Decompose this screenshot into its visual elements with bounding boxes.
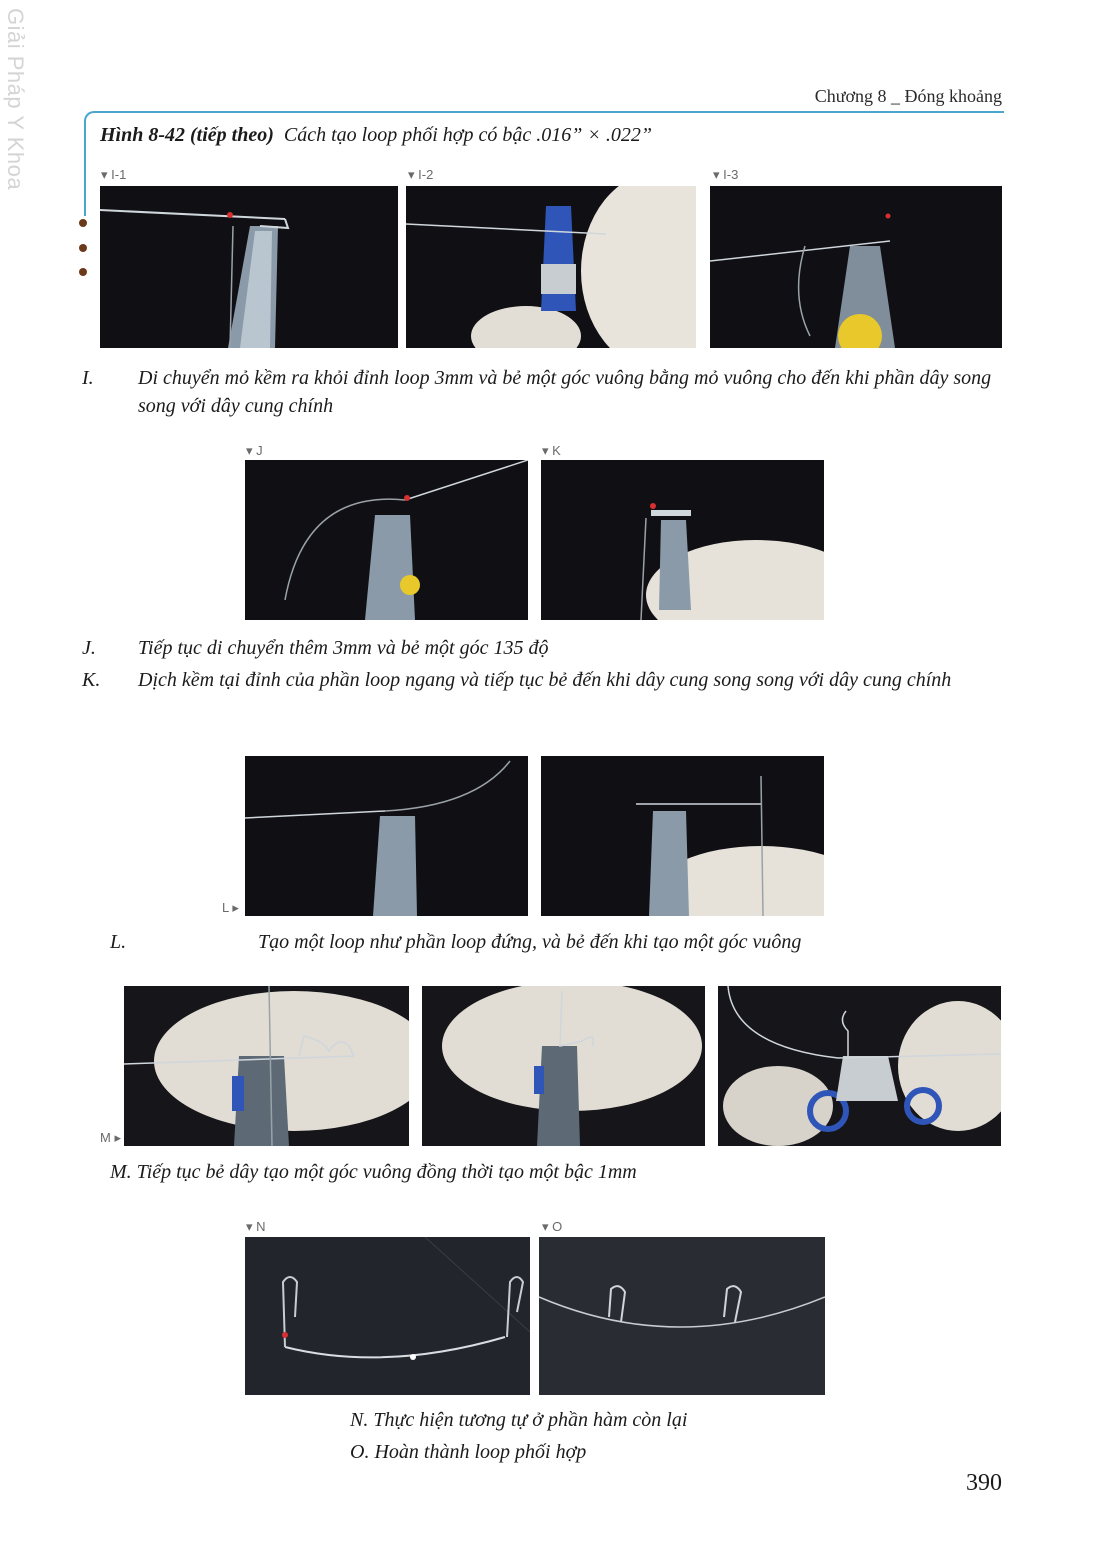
panel-label-l: L ▸ bbox=[222, 900, 239, 915]
photo-m1 bbox=[124, 986, 409, 1146]
caption-o bbox=[350, 1438, 1002, 1466]
bullet-dot bbox=[79, 219, 87, 227]
panel-label-o: ▾ O bbox=[542, 1219, 563, 1234]
caption-i bbox=[82, 364, 1030, 420]
photo-m3 bbox=[718, 986, 1001, 1146]
chapter-header: Chương 8 _ Đóng khoảng bbox=[814, 86, 1002, 106]
panel-label-j: ▾ J bbox=[246, 443, 263, 458]
panel-label-i1: ▾ I-1 bbox=[101, 167, 127, 182]
photo-m2 bbox=[422, 986, 705, 1146]
panel-label-m: M ▸ bbox=[100, 1130, 121, 1145]
panel-label-k: ▾ K bbox=[542, 443, 561, 458]
caption-k-text: Dịch kềm tại đỉnh của phần loop ngang và tiếp tục bẻ đến khi dây cung song song với dây cung chính bbox=[138, 669, 952, 691]
caption-k bbox=[82, 666, 1030, 694]
caption-i-text: Di chuyển mỏ kềm ra khỏi đỉnh loop 3mm và bẻ một góc vuông bằng mỏ vuông cho đến khi phần dây song song với dây cung chính bbox=[138, 367, 992, 417]
caption-j bbox=[82, 634, 1030, 662]
bullet-dot bbox=[79, 244, 87, 252]
photo-i3 bbox=[710, 186, 1002, 348]
photo-i2 bbox=[406, 186, 696, 348]
figure-title-text: Cách tạo loop phối hợp có bậc .016” × .022” bbox=[283, 124, 652, 146]
header-corner bbox=[84, 111, 100, 125]
photo-k bbox=[541, 460, 824, 620]
caption-k-letter: K. bbox=[82, 669, 101, 691]
caption-l-text: Tạo một loop như phần loop đứng, và bẻ đến khi tạo một góc vuông bbox=[258, 931, 802, 953]
photo-j bbox=[245, 460, 528, 620]
caption-n-letter: N. bbox=[350, 1409, 369, 1431]
caption-i-letter: I. bbox=[82, 367, 94, 389]
caption-l bbox=[110, 928, 1010, 956]
photo-n bbox=[245, 1237, 530, 1395]
caption-n bbox=[350, 1406, 1002, 1434]
panel-label-n: ▾ N bbox=[246, 1219, 266, 1234]
photo-l1 bbox=[245, 756, 528, 916]
caption-n-text: Thực hiện tương tự ở phần hàm còn lại bbox=[373, 1409, 688, 1431]
caption-m-text: Tiếp tục bẻ dây tạo một góc vuông đồng thời tạo một bậc 1mm bbox=[136, 1161, 637, 1183]
header-rule bbox=[96, 111, 1004, 113]
caption-l-letter: L. bbox=[110, 931, 127, 953]
caption-o-text: Hoàn thành loop phối hợp bbox=[374, 1441, 587, 1463]
caption-j-text: Tiếp tục di chuyển thêm 3mm và bẻ một góc 135 độ bbox=[138, 637, 549, 659]
side-brand-watermark: Giải Pháp Y Khoa bbox=[3, 8, 28, 191]
bullet-dot bbox=[79, 268, 87, 276]
caption-m bbox=[110, 1158, 1002, 1186]
caption-m-letter: M. bbox=[110, 1161, 132, 1183]
photo-l2 bbox=[541, 756, 824, 916]
caption-o-letter: O. bbox=[350, 1441, 370, 1463]
header-vertical-rule bbox=[84, 121, 86, 216]
panel-label-i2: ▾ I-2 bbox=[408, 167, 434, 182]
photo-i1 bbox=[100, 186, 398, 348]
figure-title bbox=[100, 124, 652, 147]
figure-title-bold: Hình 8-42 (tiếp theo) bbox=[100, 124, 274, 146]
photo-o bbox=[539, 1237, 825, 1395]
caption-j-letter: J. bbox=[82, 637, 96, 659]
page-number: 390 bbox=[966, 1470, 1002, 1496]
panel-label-i3: ▾ I-3 bbox=[713, 167, 739, 182]
